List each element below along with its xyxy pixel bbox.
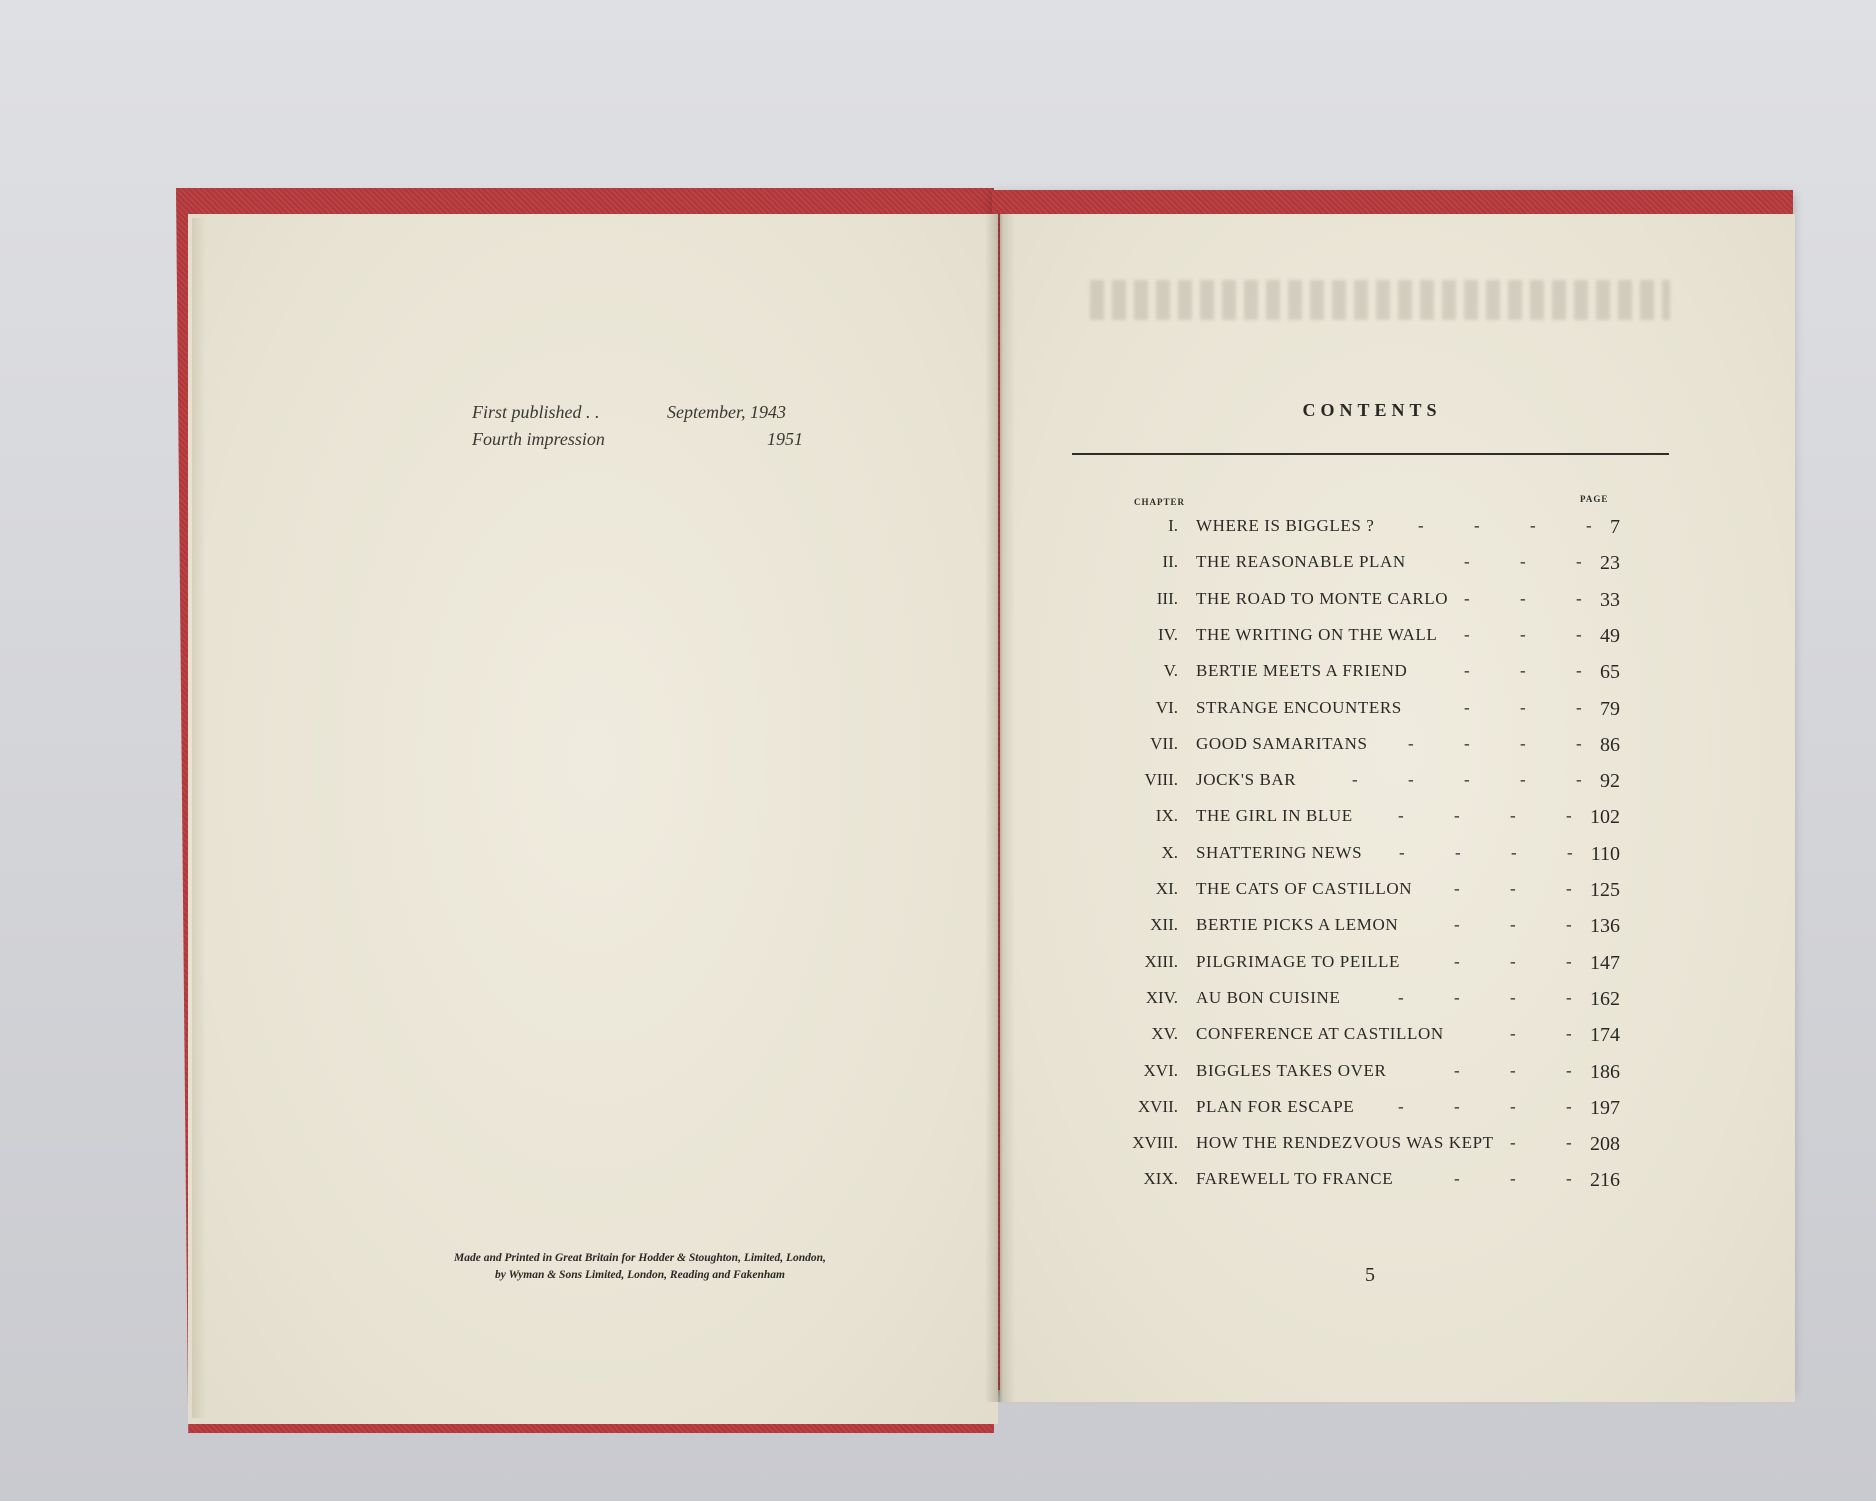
chapter-title: BIGGLES TAKES OVER — [1196, 1060, 1387, 1080]
leader-dash: - — [1352, 770, 1358, 790]
chapter-page-number: 125 — [1590, 879, 1620, 901]
leader-dash: - — [1510, 1060, 1516, 1080]
leader-dash: - — [1464, 733, 1470, 753]
leader-dash: - — [1520, 697, 1526, 717]
chapter-number: IV. — [1158, 624, 1178, 644]
chapter-title: JOCK'S BAR — [1196, 770, 1297, 790]
leader-dash: - — [1464, 552, 1470, 572]
chapter-page-number: 7 — [1610, 516, 1620, 538]
leader-dash: - — [1455, 842, 1461, 862]
fourth-impression-year: 1951 — [767, 429, 803, 449]
leader-dash: - — [1520, 661, 1526, 681]
chapter-page-number: 186 — [1590, 1060, 1620, 1083]
left-page — [188, 214, 998, 1424]
leader-dash: - — [1576, 733, 1582, 753]
show-through-text — [1090, 280, 1670, 320]
imprint-line-2: by Wyman & Sons Limited, London, Reading and Fakenham — [495, 1269, 785, 1281]
leader-dash: - — [1510, 1169, 1516, 1189]
chapter-number: I. — [1168, 516, 1178, 535]
leader-dash: - — [1530, 516, 1536, 535]
chapter-number: VIII. — [1144, 770, 1178, 790]
page-number: 5 — [1365, 1264, 1375, 1286]
leader-dash: - — [1464, 624, 1470, 644]
chapter-number: VII. — [1150, 733, 1178, 753]
chapter-number: XIX. — [1143, 1169, 1178, 1189]
leader-dash: - — [1566, 1133, 1572, 1153]
chapter-number: XVI. — [1143, 1060, 1178, 1080]
toc-row — [1110, 661, 1620, 691]
chapter-page-number: 162 — [1590, 987, 1620, 1010]
chapter-title: PLAN FOR ESCAPE — [1196, 1096, 1355, 1116]
chapter-page-number: 102 — [1590, 806, 1620, 829]
leader-dash: - — [1399, 842, 1405, 862]
leader-dash: - — [1510, 1096, 1516, 1116]
chapter-number: XII. — [1150, 915, 1178, 935]
chapter-page-number: 197 — [1590, 1096, 1620, 1119]
chapter-number: XI. — [1155, 879, 1178, 898]
leader-dash: - — [1566, 951, 1572, 971]
toc-row — [1110, 879, 1620, 909]
leader-dash: - — [1566, 806, 1572, 826]
leader-dash: - — [1398, 987, 1404, 1007]
leader-dash: - — [1520, 770, 1526, 790]
leader-dash: - — [1567, 842, 1573, 862]
leader-dash: - — [1510, 879, 1516, 898]
chapter-number: VI. — [1155, 697, 1178, 717]
chapter-page-number: 136 — [1590, 915, 1620, 938]
chapter-title: WHERE IS BIGGLES ? — [1196, 516, 1375, 535]
contents-heading: CONTENTS — [1302, 400, 1442, 420]
leader-dash: - — [1566, 1169, 1572, 1189]
leader-dash: - — [1576, 770, 1582, 790]
chapter-page-number: 86 — [1600, 733, 1620, 756]
chapter-title: BERTIE MEETS A FRIEND — [1196, 661, 1408, 681]
toc-row — [1110, 589, 1620, 619]
leader-dash: - — [1464, 588, 1470, 608]
leader-dash: - — [1408, 733, 1414, 753]
chapter-title: STRANGE ENCOUNTERS — [1196, 697, 1402, 717]
chapter-page-number: 208 — [1590, 1133, 1620, 1156]
leader-dash: - — [1586, 516, 1592, 535]
chapter-title: THE WRITING ON THE WALL — [1196, 624, 1438, 644]
toc-row — [1110, 1133, 1620, 1163]
chapter-column-header: CHAPTER — [1134, 497, 1186, 507]
toc-row — [1110, 1169, 1620, 1199]
chapter-number: XIV. — [1145, 987, 1178, 1007]
chapter-page-number: 23 — [1600, 552, 1620, 575]
chapter-number: XVIII. — [1132, 1133, 1178, 1153]
imprint-line-1: Made and Printed in Great Britain for Hodder & Stoughton, Limited, London, — [454, 1252, 826, 1264]
leader-dash: - — [1454, 915, 1460, 935]
chapter-number: X. — [1161, 842, 1178, 862]
toc-row — [1110, 988, 1620, 1018]
leader-dash: - — [1408, 770, 1414, 790]
chapter-page-number: 110 — [1590, 842, 1620, 865]
leader-dash: - — [1576, 697, 1582, 717]
leader-dash: - — [1454, 1096, 1460, 1116]
leader-dash: - — [1576, 661, 1582, 681]
chapter-number: V. — [1163, 661, 1178, 681]
chapter-number: II. — [1162, 552, 1178, 572]
chapter-title: FAREWELL TO FRANCE — [1196, 1169, 1394, 1189]
leader-dash: - — [1520, 588, 1526, 608]
leader-dash: - — [1454, 1060, 1460, 1080]
toc-row — [1110, 698, 1620, 728]
chapter-title: PILGRIMAGE TO PEILLE — [1196, 951, 1401, 971]
chapter-number: III. — [1156, 588, 1178, 608]
chapter-number: XV. — [1151, 1024, 1178, 1044]
leader-dash: - — [1510, 1024, 1516, 1044]
chapter-title: GOOD SAMARITANS — [1196, 733, 1368, 753]
leader-dash: - — [1576, 588, 1582, 608]
page-edge-shadow — [192, 218, 206, 1418]
toc-row — [1110, 1097, 1620, 1127]
chapter-page-number: 49 — [1600, 624, 1620, 647]
leader-dash: - — [1566, 1060, 1572, 1080]
leader-dash: - — [1566, 879, 1572, 898]
leader-dash: - — [1464, 770, 1470, 790]
toc-row — [1110, 516, 1620, 546]
toc-row — [1110, 770, 1620, 800]
chapter-title: THE ROAD TO MONTE CARLO — [1196, 588, 1449, 608]
toc-row — [1110, 552, 1620, 582]
leader-dash: - — [1520, 624, 1526, 644]
leader-dash: - — [1576, 624, 1582, 644]
chapter-title: THE GIRL IN BLUE — [1196, 806, 1353, 826]
leader-dash: - — [1510, 915, 1516, 935]
chapter-page-number: 147 — [1590, 951, 1620, 974]
toc-row — [1110, 843, 1620, 873]
leader-dash: - — [1566, 1024, 1572, 1044]
contents-rule — [1072, 453, 1669, 455]
leader-dash: - — [1454, 1169, 1460, 1189]
toc-row — [1110, 952, 1620, 982]
leader-dash: - — [1398, 806, 1404, 826]
leader-dash: - — [1511, 842, 1517, 862]
leader-dash: - — [1464, 697, 1470, 717]
leader-dash: - — [1454, 806, 1460, 826]
first-published-label: First published . . — [472, 402, 600, 422]
chapter-page-number: 216 — [1590, 1169, 1620, 1192]
chapter-title: THE REASONABLE PLAN — [1196, 552, 1406, 572]
leader-dash: - — [1454, 879, 1460, 898]
leader-dash: - — [1510, 987, 1516, 1007]
leader-dash: - — [1454, 951, 1460, 971]
toc-row — [1110, 1024, 1620, 1054]
chapter-page-number: 33 — [1600, 588, 1620, 611]
toc-row — [1110, 734, 1620, 764]
leader-dash: - — [1576, 552, 1582, 572]
first-published-date: September, 1943 — [667, 402, 786, 422]
book-gutter — [985, 214, 1015, 1402]
chapter-number: XVII. — [1137, 1096, 1178, 1116]
chapter-number: XIII. — [1144, 951, 1178, 971]
chapter-page-number: 174 — [1590, 1024, 1620, 1047]
leader-dash: - — [1566, 987, 1572, 1007]
chapter-page-number: 92 — [1600, 770, 1620, 793]
toc-row — [1110, 915, 1620, 945]
leader-dash: - — [1418, 516, 1424, 535]
leader-dash: - — [1474, 516, 1480, 535]
toc-row — [1110, 806, 1620, 836]
page-column-header: PAGE — [1580, 494, 1609, 504]
leader-dash: - — [1510, 1133, 1516, 1153]
toc-row — [1110, 1061, 1620, 1091]
chapter-title: AU BON CUISINE — [1196, 987, 1341, 1007]
chapter-title: HOW THE RENDEZVOUS WAS KEPT — [1196, 1133, 1494, 1153]
toc-row — [1110, 625, 1620, 655]
chapter-title: BERTIE PICKS A LEMON — [1196, 915, 1399, 935]
leader-dash: - — [1454, 987, 1460, 1007]
chapter-page-number: 65 — [1600, 661, 1620, 684]
leader-dash: - — [1566, 1096, 1572, 1116]
chapter-page-number: 79 — [1600, 697, 1620, 720]
printer-imprint — [360, 1250, 920, 1284]
leader-dash: - — [1566, 915, 1572, 935]
fourth-impression-label: Fourth impression — [472, 429, 605, 449]
leader-dash: - — [1520, 552, 1526, 572]
leader-dash: - — [1520, 733, 1526, 753]
leader-dash: - — [1398, 1096, 1404, 1116]
chapter-number: IX. — [1155, 806, 1178, 826]
leader-dash: - — [1510, 806, 1516, 826]
leader-dash: - — [1464, 661, 1470, 681]
chapter-title: SHATTERING NEWS — [1196, 842, 1363, 862]
leader-dash: - — [1510, 951, 1516, 971]
chapter-title: THE CATS OF CASTILLON — [1196, 879, 1413, 898]
chapter-title: CONFERENCE AT CASTILLON — [1196, 1024, 1444, 1044]
